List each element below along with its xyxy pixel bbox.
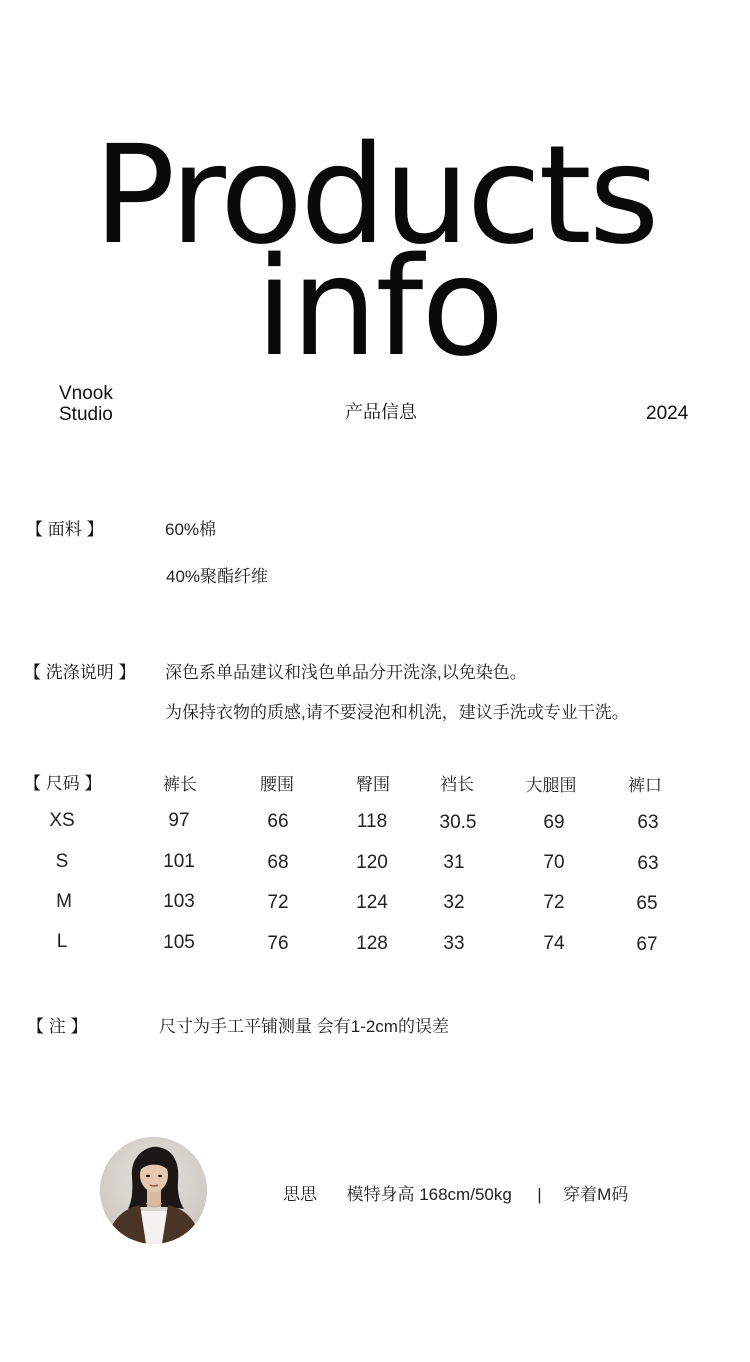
table-cell: 30.5 [439,812,477,833]
table-cell: 63 [637,812,659,833]
model-height: 模特身高 168cm/50kg [346,1185,512,1204]
table-cell: 63 [637,853,659,874]
fabric-label: 【 面料 】 [26,520,104,539]
model-separator: | [537,1185,542,1204]
size-cell: M [56,891,72,912]
table-cell: 69 [543,812,565,833]
table-cell: 97 [168,810,190,831]
model-portrait-icon [100,1137,207,1244]
column-header: 裆长 [440,775,474,794]
column-header: 大腿围 [525,776,577,795]
table-cell: 124 [356,892,388,913]
table-cell: 103 [163,891,195,912]
year-label: 2024 [646,403,689,424]
page-subtitle: 产品信息 [345,402,417,422]
column-header: 裤长 [163,775,197,794]
model-avatar [100,1137,207,1244]
table-cell: 105 [163,932,195,953]
washing-line: 为保持衣物的质感,请不要浸泡和机洗，建议手洗或专业干洗。 [165,703,629,722]
note-text: 尺寸为手工平铺测量 会有1-2cm的误差 [159,1017,449,1036]
model-size: 穿着M码 [563,1185,629,1204]
table-cell: 31 [443,852,465,873]
table-cell: 65 [636,893,658,914]
table-cell: 33 [443,933,465,954]
table-cell: 118 [356,811,388,832]
table-cell: 32 [443,892,465,913]
fabric-line: 60%棉 [165,520,217,539]
column-header: 臀围 [356,775,390,794]
table-cell: 128 [356,933,388,954]
note-label: 【 注 】 [27,1017,88,1036]
table-cell: 66 [267,811,289,832]
model-name: 思思 [283,1185,317,1204]
column-header: 裤口 [628,776,662,795]
title-products: Products [93,117,657,275]
size-cell: XS [49,810,75,831]
size-label: 【 尺码 】 [24,774,102,793]
table-cell: 74 [543,933,565,954]
title-info: info [255,229,503,387]
table-cell: 72 [267,892,289,913]
model-info [283,1180,628,1205]
table-cell: 101 [163,851,195,872]
column-header: 腰围 [260,775,294,794]
fabric-line: 40%聚酯纤维 [166,567,269,586]
studio-name-line1: Vnook [59,383,113,404]
washing-line: 深色系单品建议和浅色单品分开洗涤,以免染色。 [165,663,527,682]
studio-name-line2: Studio [59,404,113,425]
table-cell: 76 [267,933,289,954]
washing-label: 【 洗涤说明 】 [24,663,136,682]
size-cell: S [55,851,69,872]
table-cell: 70 [543,852,565,873]
table-cell: 120 [356,852,388,873]
table-cell: 72 [543,892,565,913]
table-cell: 67 [636,934,658,955]
table-cell: 68 [267,852,289,873]
size-cell: L [56,931,68,952]
